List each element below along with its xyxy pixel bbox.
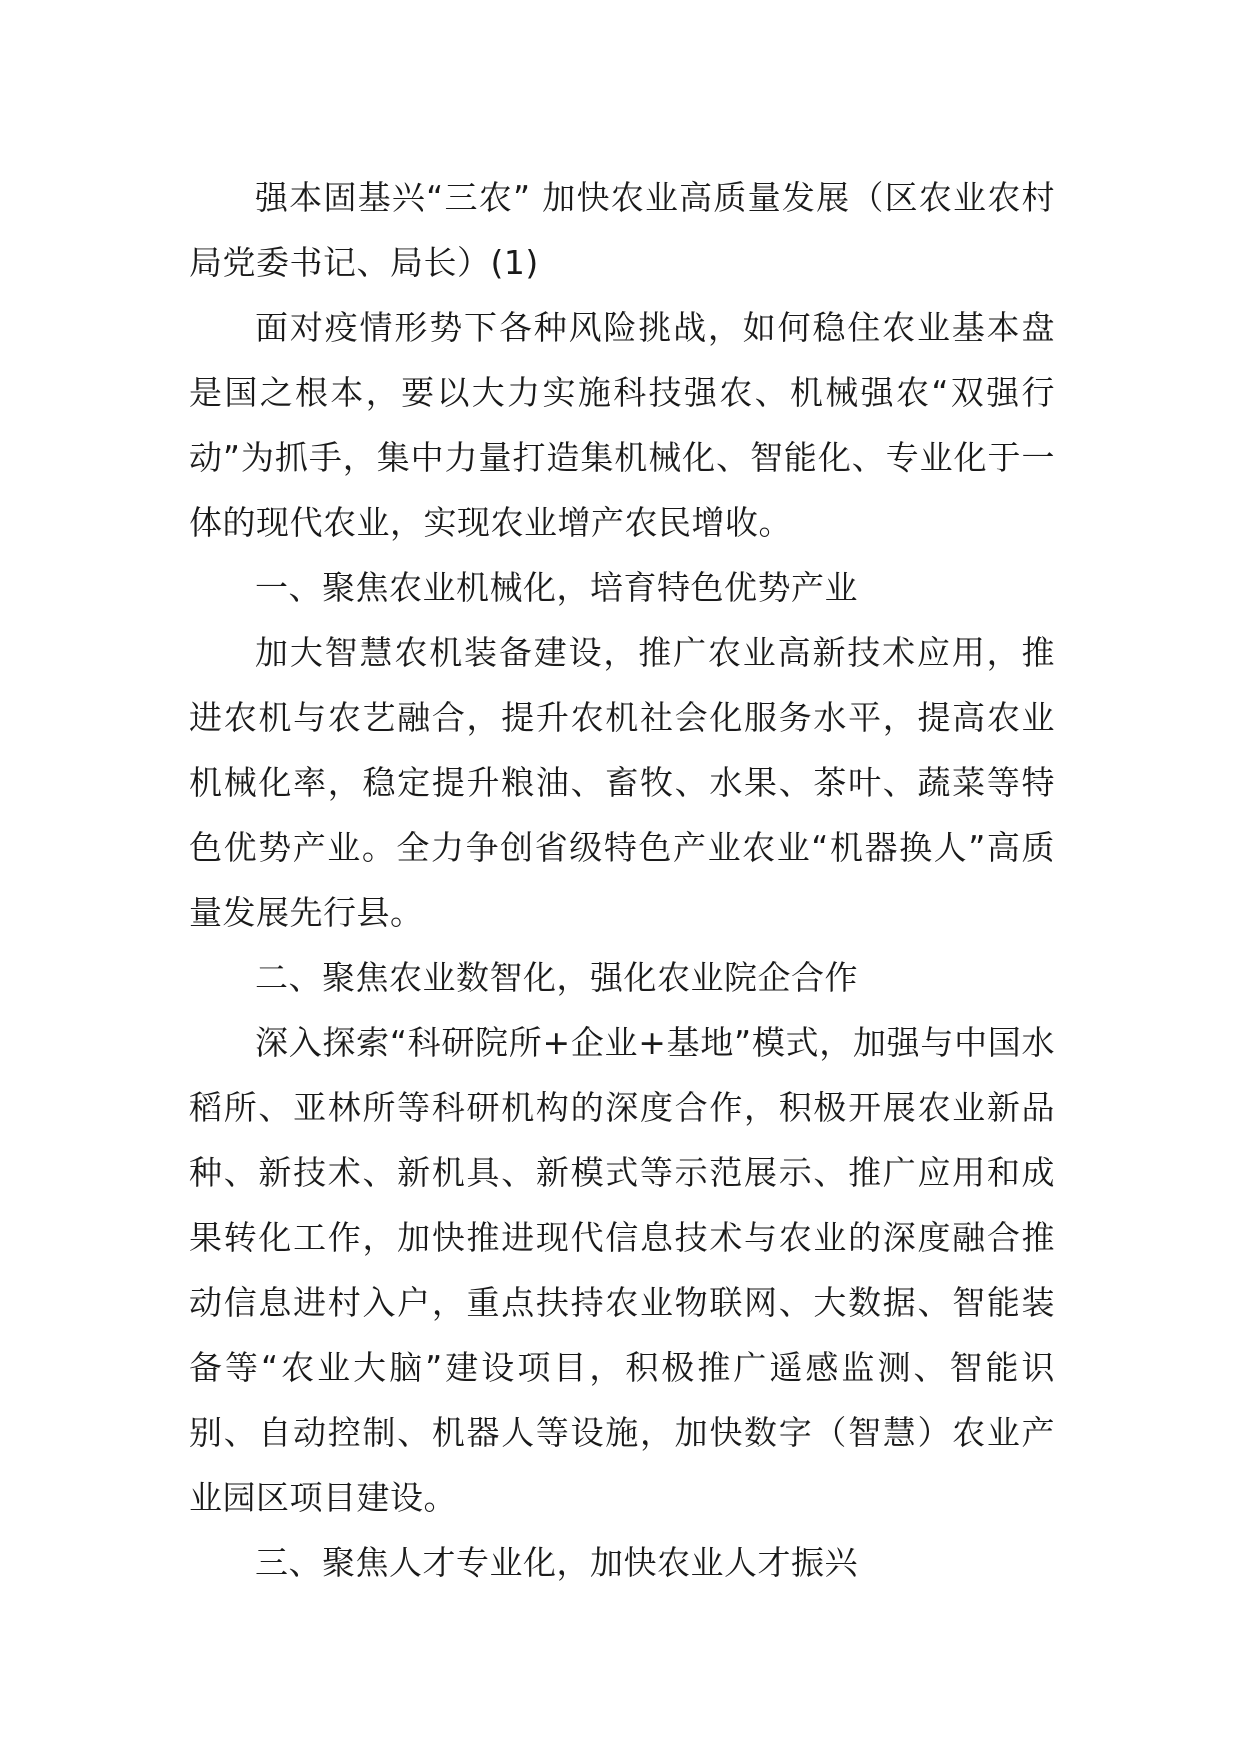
section-heading-3: 三、聚焦人才专业化，加快农业人才振兴: [255, 1543, 858, 1582]
paragraph-section-2: 深入探索“科研院所+企业+基地”模式，加强与中国水稻所、亚林所等科研机构的深度合作，积极开展农业新品种、新技术、新机具、新模式等示范展示、推广应用和成果转化工作，加快推进现代信息技术与农业的深度融合推动信息进村入户，重点扶持农业物联网、大数据、智能装备等“农业大脑”建设项目，积极推广遥感监测、智能识别、自动控制、机器人等设施，加快数字（智慧）农业产业园区项目建设。: [189, 1023, 1055, 1517]
paragraph-section-1: 加大智慧农机装备建设，推广农业高新技术应用，推进农机与农艺融合，提升农机社会化服务水平，提高农业机械化率，稳定提升粮油、畜牧、水果、茶叶、蔬菜等特色优势产业。全力争创省级特色产业农业“机器换人”高质量发展先行县。: [189, 633, 1055, 932]
section-heading-2: 二、聚焦农业数智化，强化农业院企合作: [255, 958, 858, 997]
document-body: [189, 165, 1055, 1595]
paragraph-intro: 面对疫情形势下各种风险挑战，如何稳住农业基本盘是国之根本，要以大力实施科技强农、机械强农“双强行动”为抓手，集中力量打造集机械化、智能化、专业化于一体的现代农业，实现农业增产农民增收。: [189, 308, 1055, 542]
document-title: 强本固基兴“三农” 加快农业高质量发展（区农业农村局党委书记、局长）(1): [189, 178, 1055, 282]
section-heading-1: 一、聚焦农业机械化，培育特色优势产业: [255, 568, 858, 607]
